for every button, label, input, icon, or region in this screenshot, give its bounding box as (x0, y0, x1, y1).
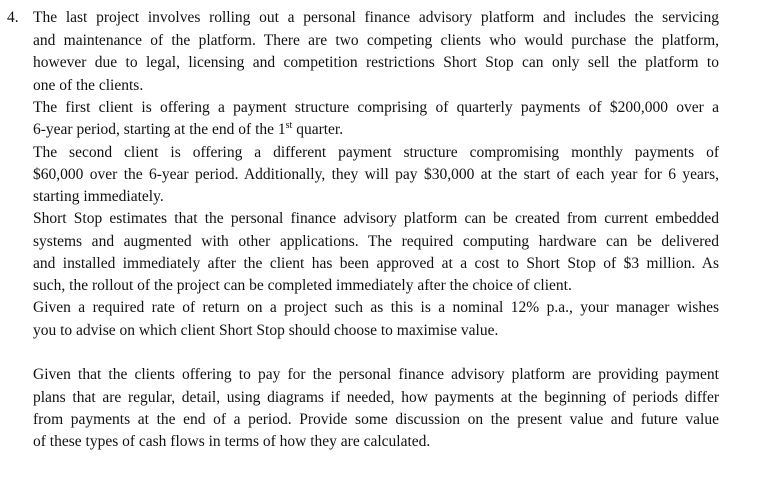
text-line: such, the rollout of the project can be completed immediately after the choice of client. (33, 277, 572, 294)
text-line: starting immediately. (33, 188, 164, 205)
text-line: The first client is offering a payment structure comprising of quarterly payments of $200,000 over a (33, 99, 719, 116)
text-line: The second client is offering a different payment structure compromising monthly payments of (33, 144, 719, 161)
ordinal-superscript: st (285, 120, 293, 131)
text-line: $60,000 over the 6-year period. Additionally, they will pay $30,000 at the start of each year for 6 years, (33, 166, 719, 183)
text-line: and maintenance of the platform. There are two competing clients who would purchase the platform, (33, 32, 719, 49)
text-line: The last project involves rolling out a personal finance advisory platform and includes the servicing (33, 9, 719, 26)
text-line: from payments at the end of a period. Provide some discussion on the present value and future value (33, 411, 719, 428)
text-line-with-superscript (33, 119, 719, 141)
text-line: Given that the clients offering to pay for the personal finance advisory platform are providing payment (33, 366, 719, 383)
text-line: of these types of cash flows in terms of how they are calculated. (33, 433, 431, 450)
text-line: one of the clients. (33, 77, 144, 94)
text-line: however due to legal, licensing and competition restrictions Short Stop can only sell the platform to (33, 54, 719, 71)
text-fragment: 6-year period, starting at the end of the 1 (33, 121, 286, 138)
text-line: systems and augmented with other applications. The required computing hardware can be delivered (33, 233, 719, 250)
text-line: plans that are regular, detail, using diagrams if needed, how payments at the beginning of periods differ (33, 389, 719, 406)
text-line: Short Stop estimates that the personal finance advisory platform can be created from current embedded (33, 210, 719, 227)
text-line: you to advise on which client Short Stop should choose to maximise value. (33, 322, 499, 339)
text-fragment: quarter. (292, 121, 344, 138)
question-number: 4. (7, 9, 19, 26)
text-line: Given a required rate of return on a project such as this is a nominal 12% p.a., your manager wishes (33, 299, 719, 316)
text-line: and installed immediately after the client has been approved at a cost to Short Stop of $3 million. As (33, 255, 719, 272)
